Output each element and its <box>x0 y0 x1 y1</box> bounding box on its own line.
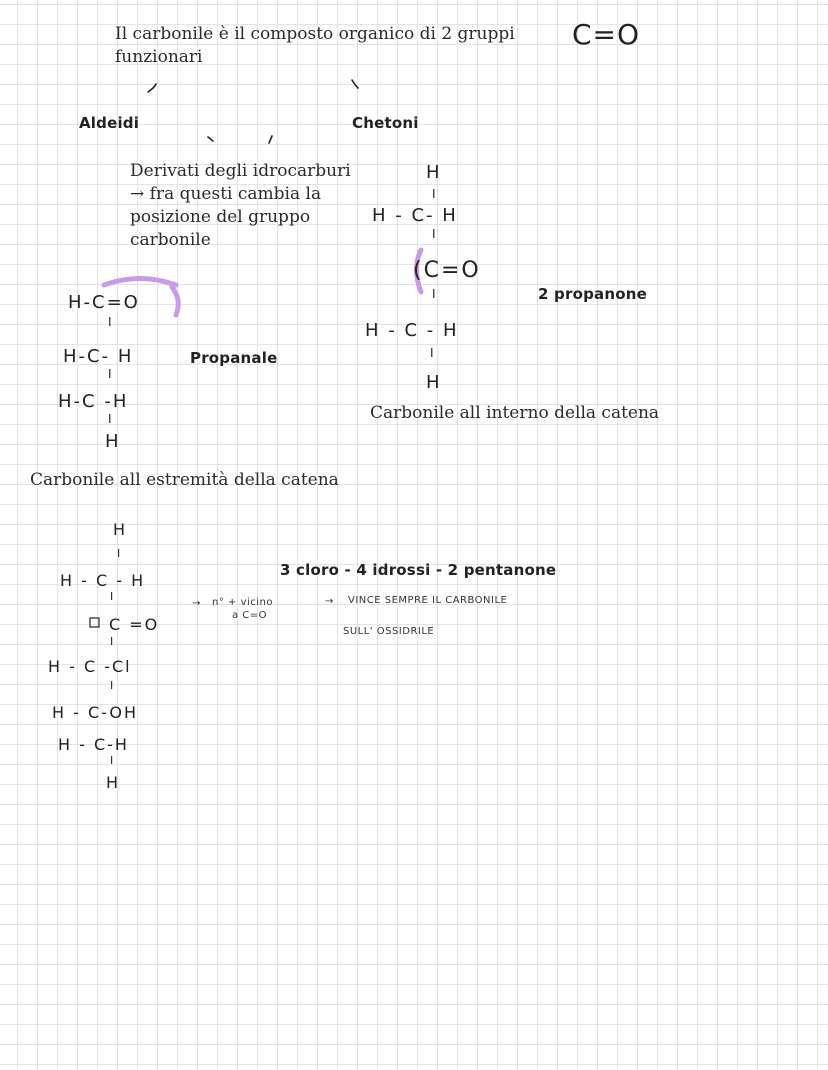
pentanone-row-4: H - C -Cl <box>48 657 132 676</box>
tick-mark <box>148 84 156 92</box>
note-arrow-1: → <box>192 598 201 609</box>
ketone-row-2: H - C- H <box>372 205 458 226</box>
note-vicino-2: a C=O <box>232 610 268 621</box>
bond-line: I <box>117 547 123 560</box>
branch-ticks <box>148 80 358 143</box>
ketone-row-3: (C=O <box>413 258 481 283</box>
tick-mark <box>269 136 272 143</box>
propanale-label: Propanale <box>190 349 278 367</box>
pentanone-label: 3 cloro - 4 idrossi - 2 pentanone <box>280 561 557 579</box>
pentanone-row-1: H <box>113 520 128 539</box>
position-box <box>90 618 99 627</box>
bond-line: I <box>108 315 114 329</box>
bond-line: I <box>110 679 116 692</box>
ketone-row-1: H <box>426 162 442 183</box>
note-vicino-1: n° + vicino <box>212 597 274 608</box>
pentanone-row-5: H - C-OH <box>52 703 138 722</box>
bond-line: I <box>110 754 116 767</box>
note-carbonile-1: VINCE SEMPRE IL CARBONILE <box>348 595 508 606</box>
ketone-row-4: H - C - H <box>365 320 459 341</box>
bond-line: I <box>108 367 114 381</box>
ketone-row-5: H <box>426 372 442 393</box>
bond-line: I <box>430 346 436 360</box>
pentanone-structure <box>48 520 159 792</box>
pentanone-row-7: H <box>106 773 121 792</box>
tick-mark <box>208 137 213 141</box>
aldehyde-row-1: H-C=O <box>68 292 140 313</box>
aldehyde-row-2: H-C- H <box>63 346 134 367</box>
pentanone-row-3: C =O <box>109 615 160 634</box>
propanale-structure <box>58 279 178 453</box>
propanone-label: 2 propanone <box>538 285 647 303</box>
bond-line: I <box>432 187 438 201</box>
highlight-arc <box>104 279 176 286</box>
header-line-1: Il carbonile è il composto organico di 2 gruppi <box>115 24 515 44</box>
aldeidi-label: Aldeidi <box>79 114 140 132</box>
aldehyde-caption: Carbonile all estremità della catena <box>30 470 339 490</box>
note-arrow-2: → <box>325 596 334 607</box>
propanone-structure <box>365 162 481 393</box>
pentanone-row-2: H - C - H <box>60 571 146 590</box>
header-line-2: funzionari <box>115 47 203 67</box>
bond-line: I <box>432 287 438 301</box>
note-carbonile-2: SULL' OSSIDRILE <box>343 626 435 637</box>
derivati-line-3: posizione del gruppo <box>130 207 311 227</box>
derivati-line-2: → fra questi cambia la <box>130 184 322 204</box>
highlight-arc <box>172 287 178 315</box>
pentanone-row-6: H - C-H <box>58 735 129 754</box>
tick-mark <box>352 80 358 88</box>
chetoni-label: Chetoni <box>352 114 419 132</box>
aldehyde-row-3: H-C -H <box>58 391 129 412</box>
bond-line: I <box>110 590 116 603</box>
bond-line: I <box>108 412 114 426</box>
aldehyde-row-4: H <box>105 431 121 452</box>
ketone-caption: Carbonile all interno della catena <box>370 403 660 423</box>
derivati-line-1: Derivati degli idrocarburi <box>130 161 351 181</box>
bond-line: I <box>110 635 116 648</box>
carbonyl-formula: C=O <box>572 18 641 51</box>
derivati-line-4: carbonile <box>130 230 211 250</box>
bond-line: I <box>432 227 438 241</box>
